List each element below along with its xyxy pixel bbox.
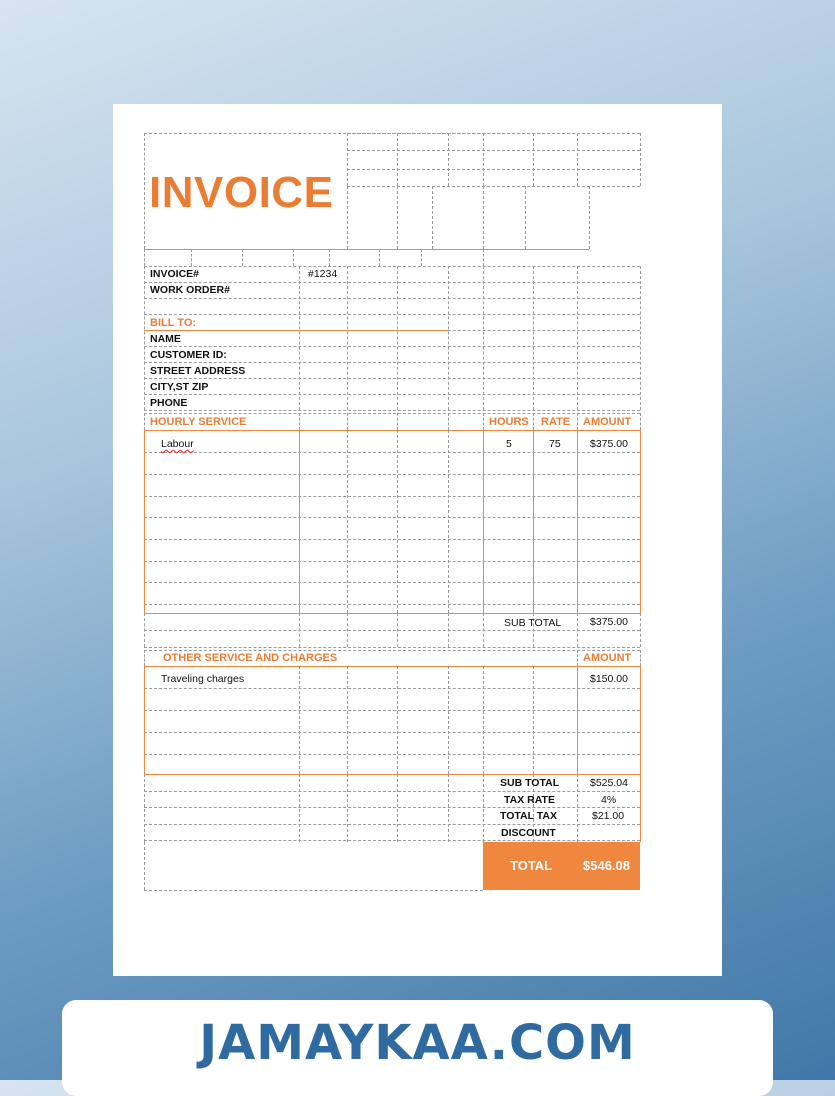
grid-line — [144, 452, 640, 453]
grid-line — [144, 474, 640, 475]
grid-line — [191, 249, 192, 266]
grid-line — [347, 774, 348, 842]
accent-line — [144, 774, 640, 775]
grid-line — [144, 394, 640, 395]
accent-line — [640, 430, 641, 613]
grid-line — [144, 133, 145, 249]
other-service-heading: OTHER SERVICE AND CHARGES — [163, 652, 338, 664]
grid-line — [347, 150, 640, 151]
hourly-subtotal-label: SUB TOTAL — [504, 617, 562, 629]
total-label: TOTAL — [510, 858, 553, 873]
invoice-title: INVOICE — [149, 168, 334, 217]
grid-line — [144, 613, 145, 647]
invoice-number-value[interactable]: #1234 — [308, 268, 338, 280]
grid-line — [144, 378, 640, 379]
hours-header: HOURS — [489, 416, 529, 428]
grid-line — [379, 249, 380, 266]
total-value: $546.08 — [583, 858, 630, 873]
grid-line — [144, 732, 640, 733]
grid-line — [144, 774, 145, 842]
grid-line — [347, 186, 640, 187]
grid-line — [577, 133, 578, 186]
tax-rate-label: TAX RATE — [504, 794, 555, 806]
name-label: NAME — [150, 333, 181, 345]
accent-line — [144, 249, 589, 250]
grid-line — [483, 186, 484, 249]
accent-line — [144, 666, 640, 667]
amount-header: AMOUNT — [583, 416, 632, 428]
grid-line — [299, 266, 300, 410]
grid-line — [144, 754, 640, 755]
grid-line — [577, 413, 578, 430]
grid-line — [144, 630, 640, 631]
grid-line — [640, 650, 641, 666]
total-tax-value: $21.00 — [592, 810, 625, 822]
grid-line — [347, 133, 348, 186]
grid-line — [299, 613, 300, 647]
grid-line — [144, 413, 145, 430]
total-tax-label: TOTAL TAX — [500, 810, 557, 822]
grid-line — [347, 133, 640, 134]
street-address-label: STREET ADDRESS — [150, 365, 246, 377]
grid-line — [144, 249, 145, 266]
grid-line — [293, 249, 294, 266]
grid-line — [347, 413, 348, 430]
grid-line — [144, 840, 640, 841]
grid-line — [640, 133, 641, 186]
hourly-item-hours[interactable]: 5 — [506, 438, 512, 450]
grid-line — [589, 186, 590, 249]
grid-line — [525, 186, 526, 249]
grid-line — [144, 496, 640, 497]
tax-rate-value[interactable]: 4% — [601, 794, 617, 806]
grid-line — [533, 266, 534, 410]
grid-line — [144, 410, 640, 411]
grid-line — [144, 362, 640, 363]
grid-line — [533, 666, 534, 774]
accent-line — [144, 666, 145, 774]
hourly-item-amount: $375.00 — [590, 438, 628, 450]
grid-line — [640, 413, 641, 430]
accent-line — [483, 430, 484, 613]
city-zip-label: CITY,ST ZIP — [150, 381, 209, 393]
grid-line — [144, 266, 640, 267]
grid-line — [397, 774, 398, 842]
hourly-item-labour[interactable]: Labour — [161, 438, 194, 450]
grid-line — [483, 666, 484, 774]
grid-line — [448, 666, 449, 774]
bill-to-heading: BILL TO: — [150, 317, 197, 329]
discount-label: DISCOUNT — [501, 827, 556, 839]
grid-line — [144, 266, 145, 410]
grid-line — [242, 249, 243, 266]
grid-line — [533, 413, 534, 430]
grid-line — [144, 413, 640, 414]
other-item-amount[interactable]: $150.00 — [590, 673, 628, 685]
grid-line — [144, 890, 483, 891]
grid-line — [144, 807, 640, 808]
grid-line — [640, 613, 641, 647]
grid-line — [483, 249, 484, 266]
grid-line — [483, 613, 484, 647]
grid-line — [144, 604, 640, 605]
other-item-traveling[interactable]: Traveling charges — [161, 673, 245, 685]
hourly-service-heading: HOURLY SERVICE — [150, 416, 247, 428]
grid-line — [144, 582, 640, 583]
grid-line — [448, 413, 449, 430]
accent-line — [144, 430, 640, 431]
grid-line — [397, 133, 398, 186]
grid-line — [397, 666, 398, 774]
other-amount-header: AMOUNT — [583, 652, 632, 664]
grid-line — [483, 266, 484, 410]
grid-line — [144, 346, 640, 347]
grid-line — [144, 824, 640, 825]
grid-line — [347, 430, 348, 613]
grid-line — [144, 650, 145, 666]
grid-line — [299, 774, 300, 842]
grid-line — [397, 413, 398, 430]
grid-line — [144, 314, 640, 315]
customer-id-label: CUSTOMER ID: — [150, 349, 227, 361]
accent-line — [577, 666, 578, 774]
rate-header: RATE — [541, 416, 571, 428]
grid-line — [448, 266, 449, 410]
accent-line — [640, 666, 641, 774]
grid-line — [533, 133, 534, 186]
grid-line — [329, 249, 330, 266]
phone-label: PHONE — [150, 397, 188, 409]
grid-line — [347, 666, 348, 774]
grid-line — [432, 186, 433, 249]
accent-line — [533, 430, 534, 613]
grid-line — [347, 169, 640, 170]
grid-line — [577, 613, 578, 647]
grid-line — [144, 791, 640, 792]
grid-line — [144, 688, 640, 689]
grid-line — [448, 613, 449, 647]
work-order-label: WORK ORDER# — [150, 284, 230, 296]
grid-line — [144, 710, 640, 711]
grid-line — [347, 613, 348, 647]
hourly-item-rate[interactable]: 75 — [549, 438, 561, 450]
grid-line — [397, 613, 398, 647]
grid-line — [347, 266, 348, 410]
grid-line — [347, 186, 348, 249]
invoice-sheet — [113, 104, 722, 976]
grid-line — [483, 133, 484, 186]
summary-subtotal-label: SUB TOTAL — [500, 777, 560, 789]
footer-banner — [62, 1000, 773, 1096]
grid-line — [144, 842, 145, 890]
grid-line — [577, 266, 578, 410]
site-name[interactable]: JAMAYKAA.COM — [199, 1015, 636, 1071]
grid-line — [144, 298, 640, 299]
accent-line — [577, 430, 578, 613]
accent-line — [640, 774, 641, 842]
grid-line — [421, 249, 422, 266]
summary-subtotal-value: $525.04 — [590, 777, 628, 789]
grid-line — [144, 517, 640, 518]
grid-line — [144, 647, 640, 648]
grid-line — [299, 413, 300, 430]
grid-line — [577, 650, 578, 666]
grid-line — [448, 774, 449, 842]
accent-line — [144, 330, 448, 331]
grid-line — [483, 413, 484, 430]
grid-line — [144, 539, 640, 540]
grid-line — [577, 774, 578, 842]
grid-line — [483, 774, 484, 842]
grid-line — [448, 430, 449, 613]
grid-line — [397, 186, 398, 249]
invoice-number-label: INVOICE# — [150, 268, 200, 280]
total-box — [483, 842, 640, 890]
grid-line — [144, 561, 640, 562]
grid-line — [397, 430, 398, 613]
accent-line — [144, 430, 145, 613]
grid-line — [448, 133, 449, 186]
accent-line — [144, 613, 640, 614]
grid-line — [397, 266, 398, 410]
grid-line — [299, 666, 300, 774]
accent-line — [299, 430, 300, 613]
hourly-subtotal-value: $375.00 — [590, 616, 628, 628]
grid-line — [640, 266, 641, 410]
